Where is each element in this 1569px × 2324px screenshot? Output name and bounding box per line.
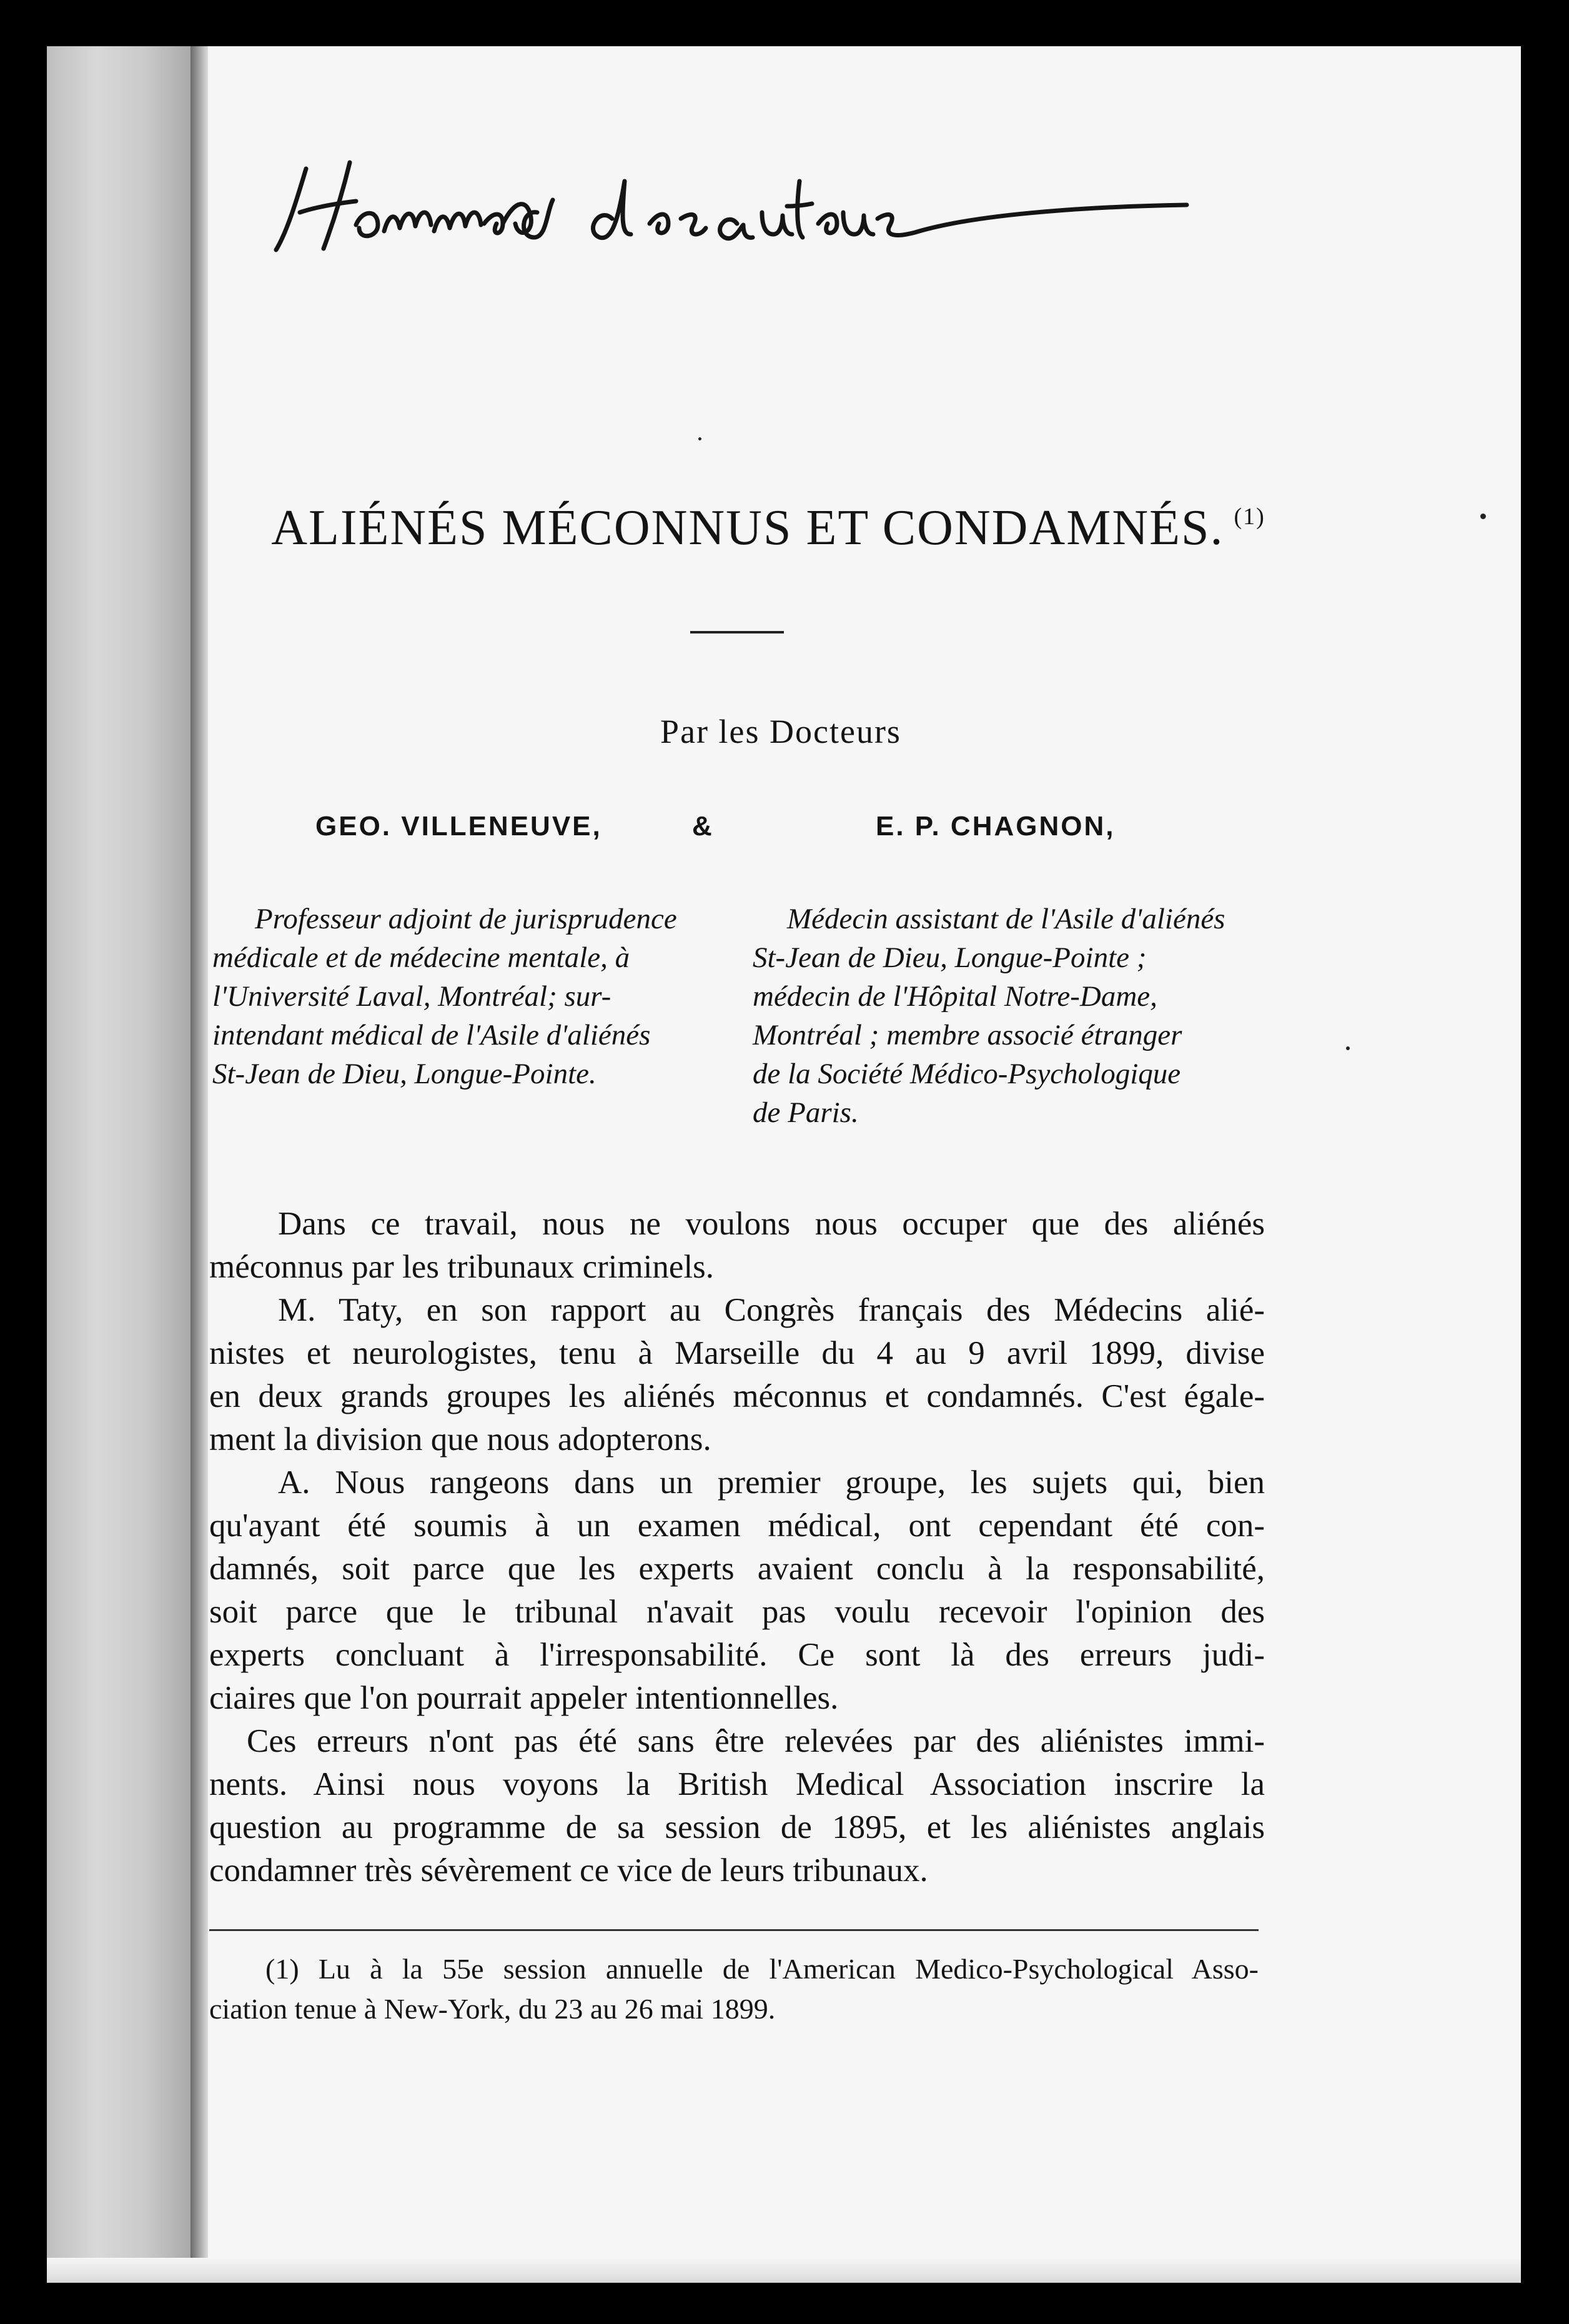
affiliation-right-line: médecin de l'Hôpital Notre-Dame, [753, 980, 1157, 1013]
body-line: soit parce que le tribunal n'avait pas voulu recevoir l'opinion des [209, 1594, 1265, 1630]
affiliation-right-line: St-Jean de Dieu, Longue-Pointe ; [753, 941, 1147, 974]
body-line: Dans ce travail, nous ne voulons nous occuper que des aliénés [278, 1206, 1265, 1242]
affiliation-right-line: Montréal ; membre associé étranger [753, 1019, 1182, 1051]
footnote [209, 1949, 1259, 2029]
body-line: nents. Ainsi nous voyons la British Medical Association inscrire la [209, 1766, 1265, 1802]
body-line: damnés, soit parce que les experts avaient conclu à la responsabilité, [209, 1551, 1265, 1587]
title-rule [690, 631, 784, 633]
body-text [209, 1203, 1265, 1892]
body-line: A. Nous rangeons dans un premier groupe, les sujets qui, bien [278, 1464, 1265, 1501]
affiliation-right-line: de la Société Médico-Psychologique [753, 1058, 1181, 1090]
body-line: ment la division que nous adopterons. [209, 1421, 711, 1457]
body-line: condamner très sévèrement ce vice de leurs tribunaux. [209, 1852, 928, 1889]
page-bottom-edge [47, 2258, 1521, 2283]
author-left-name: GEO. VILLENEUVE, [315, 811, 602, 842]
body-line: en deux grands groupes les aliénés méconnus et condamnés. C'est égale- [209, 1378, 1265, 1414]
binding-spine [47, 46, 191, 2283]
affiliation-right-line: de Paris. [753, 1096, 859, 1129]
body-line: experts concluant à l'irresponsabilité. Ce sont là des erreurs judi- [209, 1637, 1265, 1673]
page-paper [47, 46, 1521, 2283]
ink-speck [698, 437, 701, 440]
binding-edge [191, 46, 208, 2283]
byline: Par les Docteurs [660, 713, 901, 750]
affiliation-left-line: St-Jean de Dieu, Longue-Pointe. [212, 1058, 596, 1090]
ink-speck [1346, 1046, 1350, 1050]
footnote-line: (1) Lu à la 55e session annuelle de l'American Medico-Psychological Asso- [265, 1953, 1259, 1985]
body-line: M. Taty, en son rapport au Congrès français des Médecins alié- [278, 1292, 1265, 1328]
handwritten-dedication [262, 144, 1199, 269]
body-line: méconnus par les tribunaux criminels. [209, 1249, 715, 1285]
title-footnote-marker: (1) [1234, 504, 1265, 530]
body-line: Ces erreurs n'ont pas été sans être relevées par des aliénistes immi- [247, 1723, 1265, 1759]
affiliation-left-line: médicale et de médecine mentale, à [212, 941, 630, 974]
affiliation-left-line: Professeur adjoint de jurisprudence [255, 903, 677, 935]
affiliation-right [753, 900, 1284, 1132]
body-line: question au programme de sa session de 1895, et les aliénistes anglais [209, 1809, 1265, 1845]
author-ampersand: & [692, 811, 714, 842]
body-line: qu'ayant été soumis à un examen médical, ont cependant été con- [209, 1507, 1265, 1544]
author-right-name: E. P. CHAGNON, [876, 811, 1116, 842]
ink-speck [1480, 514, 1486, 519]
affiliation-left-line: l'Université Laval, Montréal; sur- [212, 980, 611, 1013]
body-line: nistes et neurologistes, tenu à Marseille du 4 au 9 avril 1899, divise [209, 1335, 1265, 1371]
footnote-rule [209, 1929, 1259, 1931]
affiliation-left-line: intendant médical de l'Asile d'aliénés [212, 1019, 651, 1051]
title-text: ALIÉNÉS MÉCONNUS ET CONDAMNÉS. [271, 500, 1224, 555]
affiliation-left [212, 900, 725, 1093]
article-title [237, 500, 1299, 557]
affiliation-right-line: Médecin assistant de l'Asile d'aliénés [787, 903, 1225, 935]
body-line: ciaires que l'on pourrait appeler intentionnelles. [209, 1680, 839, 1716]
footnote-line: ciation tenue à New-York, du 23 au 26 mai 1899. [209, 1993, 776, 2025]
